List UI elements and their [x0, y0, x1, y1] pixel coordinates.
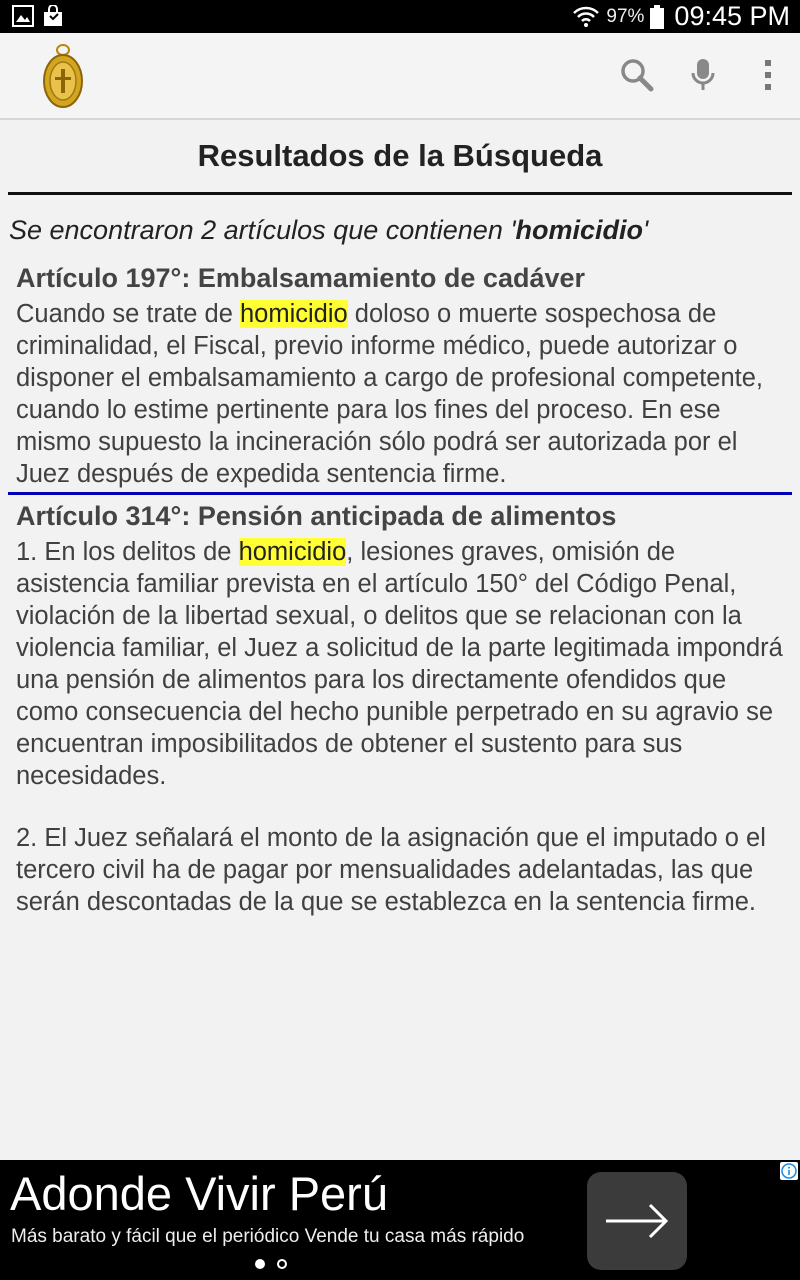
mic-icon: [690, 58, 716, 92]
gallery-icon: [12, 5, 34, 27]
article-paragraph: [16, 298, 792, 490]
article-title: Artículo 314°: Pensión anticipada de alimentos: [16, 501, 617, 531]
search-icon: [620, 58, 654, 92]
battery-percent: 97%: [606, 5, 645, 27]
search-highlight: homicidio: [238, 538, 347, 566]
status-bar: [0, 0, 800, 33]
clock: 09:45 PM: [674, 1, 790, 31]
title-divider: [8, 192, 792, 195]
paragraph-text: , lesiones graves, omisión de asistencia familiar prevista en el artículo 150° del Código Penal, violación de la libertad sexual, o delitos que se relacionan con la violencia familiar, el Juez a solicitud de la parte legitimada impondrá una pensión de alimentos para los directamente ofendidos que como consecuencia del hecho punible perpetrado en su agravio se encuentran imposibilitados de obtener el sustento para sus necesidades.: [16, 538, 783, 790]
article-314[interactable]: [16, 500, 792, 918]
arrow-right-icon: [604, 1201, 670, 1241]
search-button[interactable]: [615, 53, 659, 97]
article-body: [16, 536, 792, 918]
ad-title: Adonde Vivir Perú: [10, 1167, 388, 1220]
article-paragraph: [16, 822, 792, 918]
battery-icon: [650, 5, 664, 29]
carousel-dot[interactable]: [277, 1259, 287, 1269]
ad-info-button[interactable]: [780, 1162, 798, 1180]
carousel-dot-active[interactable]: [255, 1259, 265, 1269]
summary-term: homicidio: [515, 215, 643, 245]
overflow-menu-icon: [763, 59, 773, 91]
article-title: Artículo 197°: Embalsamamiento de cadáver: [16, 263, 586, 293]
ad-banner[interactable]: [0, 1160, 800, 1280]
article-body: [16, 298, 792, 490]
results-summary: [9, 215, 648, 246]
app-logo[interactable]: [40, 43, 86, 109]
paragraph-text: doloso o muerte sospechosa de criminalidad, el Fiscal, previo informe médico, puede autorizar o disponer el embalsamamiento a cargo de profesional competente, cuando lo estime pertinente para los fines del proceso. En ese mismo supuesto la incineración sólo podrá ser autorizada por el Juez después de expedida sentencia firme.: [16, 300, 764, 488]
results-content: [0, 120, 800, 1160]
search-highlight: homicidio: [239, 300, 348, 328]
article-197[interactable]: [16, 262, 792, 490]
paragraph-text: Cuando se trate de: [16, 300, 240, 328]
summary-prefix: Se encontraron 2 artículos que contienen ': [9, 215, 516, 245]
article-paragraph: [16, 536, 792, 792]
voice-search-button[interactable]: [681, 53, 725, 97]
page-title: Resultados de la Búsqueda: [197, 138, 603, 173]
wifi-icon: [572, 4, 600, 30]
info-icon: [781, 1163, 797, 1179]
ad-carousel-indicator: [255, 1259, 287, 1269]
overflow-menu-button[interactable]: [746, 53, 790, 97]
summary-suffix: ': [643, 215, 649, 245]
paragraph-text: 2. El Juez señalará el monto de la asignación que el imputado o el tercero civil ha de pagar por mensualidades adelantadas, las que serán descontadas de la que se establezca en la sentencia firme.: [16, 824, 766, 916]
action-bar: [0, 33, 800, 120]
ad-open-button[interactable]: [587, 1172, 687, 1270]
paragraph-text: 1. En los delitos de: [16, 538, 239, 566]
shopping-bag-icon: [42, 5, 64, 27]
ad-subtitle: Más barato y fácil que el periódico Vende tu casa más rápido: [11, 1226, 525, 1247]
article-divider: [8, 492, 792, 495]
